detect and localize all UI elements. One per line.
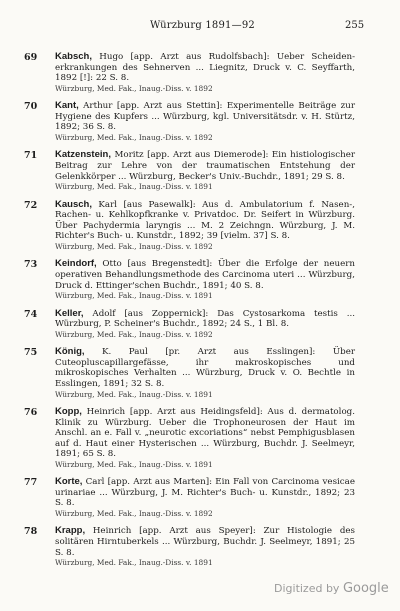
entry-text: Karl [aus Pasewalk]: Aus d. Ambulatorium f. Nasen-, Rachen- u. Kehlkopfkranke v. Privatdoc. Dr. Seifert in Würzburg. Über Pachydermia laryngis ... M. 2 Zeichngn. Würzburg, J. M. Richter's Buch- u. Kunstdr., 1892; 39 [vielm. 37] S. 8. xyxy=(55,199,355,242)
dissertation-note: Würzburg, Med. Fak., Inaug.-Diss. v. 1891 xyxy=(55,389,213,399)
entry-number: 74 xyxy=(24,308,38,320)
running-head xyxy=(0,20,400,34)
entry-body xyxy=(55,150,355,182)
running-title: Würzburg 1891—92 xyxy=(150,20,255,31)
bibliography-entry xyxy=(0,150,400,191)
dissertation-note: Würzburg, Med. Fak., Inaug.-Diss. v. 1891 xyxy=(55,558,213,568)
entry-body xyxy=(55,309,355,330)
author-name: Kausch, xyxy=(55,198,92,210)
entry-number: 75 xyxy=(24,347,38,359)
author-name: König, xyxy=(55,346,85,358)
entry-number: 69 xyxy=(24,52,38,63)
bibliography-entry xyxy=(0,526,400,567)
dissertation-note: Würzburg, Med. Fak., Inaug.-Diss. v. 1892 xyxy=(55,509,213,519)
entry-text: Carl [app. Arzt aus Marten]: Ein Fall von Carcinoma vesicae urinariae ... Würzburg, J. M. Richter's Buch- u. Kunstdr., 1892; 23 S. 8. xyxy=(55,477,355,509)
entry-text: Otto [aus Bregenstedt]: Über die Erfolge der neuern operativen Behandlungsmethode des Carcinoma uteri ... Würzburg, Druck d. Ettinger'schen Buchdr., 1891; 40 S. 8. xyxy=(55,259,355,291)
entry-body xyxy=(55,52,355,84)
entry-number: 72 xyxy=(24,199,38,211)
entry-number: 76 xyxy=(24,406,38,418)
entry-text: Heinrich [app. Arzt aus Speyer]: Zur Histologie des solitären Hirntuberkels ... Würzburg, Buchdr. J. Seelmeyr, 1891; 25 S. 8. xyxy=(55,526,355,558)
dissertation-note: Würzburg, Med. Fak., Inaug.-Diss. v. 1892 xyxy=(55,329,213,339)
entry-text: K. Paul [pr. Arzt aus Esslingen]: Über Cuteopluscapillargefässe, ihr makroskopisches und mikroskopisches Verhalten ... Würzburg, Druck v. O. Bechtle in Esslingen, 1891; 32 S. 8. xyxy=(55,347,355,389)
author-name: Katzenstein, xyxy=(55,149,111,161)
bibliography-entry xyxy=(0,200,400,252)
bibliography-entry xyxy=(0,347,400,399)
entry-body xyxy=(55,407,355,460)
entry-list xyxy=(0,52,400,576)
entry-body xyxy=(55,526,355,558)
entry-text: Moritz [app. Arzt aus Diemerode]: Ein histiologischer Beitrag zur Lehre von der traumatischen Entstehung der Gelenkkörper ... Würzburg, Becker's Univ.-Buchdr., 1891; 29 S. 8. xyxy=(55,150,355,182)
entry-number: 73 xyxy=(24,259,38,271)
dissertation-note: Würzburg, Med. Fak., Inaug.-Diss. v. 1891 xyxy=(55,291,213,301)
entry-body xyxy=(55,200,355,242)
author-name: Kabsch, xyxy=(55,51,92,62)
dissertation-note: Würzburg, Med. Fak., Inaug.-Diss. v. 1891 xyxy=(55,459,213,469)
entry-number: 71 xyxy=(24,150,38,162)
bibliography-entry xyxy=(0,259,400,300)
entry-body xyxy=(55,101,355,133)
bibliography-entry xyxy=(0,309,400,340)
watermark-brand: Google xyxy=(342,581,389,596)
entry-body xyxy=(55,259,355,291)
author-name: Kant, xyxy=(55,100,79,112)
bibliography-entry xyxy=(0,52,400,93)
dissertation-note: Würzburg, Med. Fak., Inaug.-Diss. v. 1892 xyxy=(55,83,213,93)
entry-text: Adolf [aus Zoppernick]: Das Cystosarkoma testis ... Würzburg, P. Scheiner's Buchdr., 1892; 24 S., 1 Bl. 8. xyxy=(55,308,356,330)
author-name: Krapp, xyxy=(55,525,86,537)
bibliography-entry xyxy=(0,101,400,142)
entry-number: 78 xyxy=(24,526,38,538)
dissertation-note: Würzburg, Med. Fak., Inaug.-Diss. v. 1891 xyxy=(55,182,213,192)
entry-body xyxy=(55,477,355,509)
entry-number: 70 xyxy=(24,101,38,113)
watermark-prefix: Digitized by xyxy=(274,582,340,595)
page-number: 255 xyxy=(345,20,365,31)
bibliography-entry xyxy=(0,407,400,469)
entry-text: Arthur [app. Arzt aus Stettin]: Experimentelle Beiträge zur Hygiene des Kupfers ... Würzburg, kgl. Universitätsdr. v. H. Stürtz, 1892; 36 S. 8. xyxy=(55,101,355,133)
watermark xyxy=(274,581,389,596)
author-name: Kopp, xyxy=(55,405,82,417)
entry-text: Heinrich [app. Arzt aus Heidingsfeld]: Aus d. dermatolog. Klinik zu Würzburg. Ueber die Trophoneurosen der Haut im Anschl. an e. Fall v. „neurotic excoriations“ nebst Pemphigusblasen auf d. Haut einer Hysterischen ... Würzburg, Buchdr. J. Seelmeyr, 1891; 65 S. 8. xyxy=(55,406,355,460)
author-name: Keindorf, xyxy=(55,258,97,270)
bibliography-entry xyxy=(0,477,400,518)
author-name: Keller, xyxy=(55,307,84,319)
entry-text: Hugo [app. Arzt aus Rudolfsbach]: Ueber Scheiden-erkrankungen des Sehnerven ... Liegnitz, Druck v. C. Seyffarth, 1892 [!]: 22 S. 8. xyxy=(55,52,356,84)
author-name: Korte, xyxy=(55,476,83,488)
entry-number: 77 xyxy=(24,477,38,489)
dissertation-note: Würzburg, Med. Fak., Inaug.-Diss. v. 1892 xyxy=(55,241,213,251)
entry-body xyxy=(55,347,355,389)
dissertation-note: Würzburg, Med. Fak., Inaug.-Diss. v. 1892 xyxy=(55,132,213,142)
